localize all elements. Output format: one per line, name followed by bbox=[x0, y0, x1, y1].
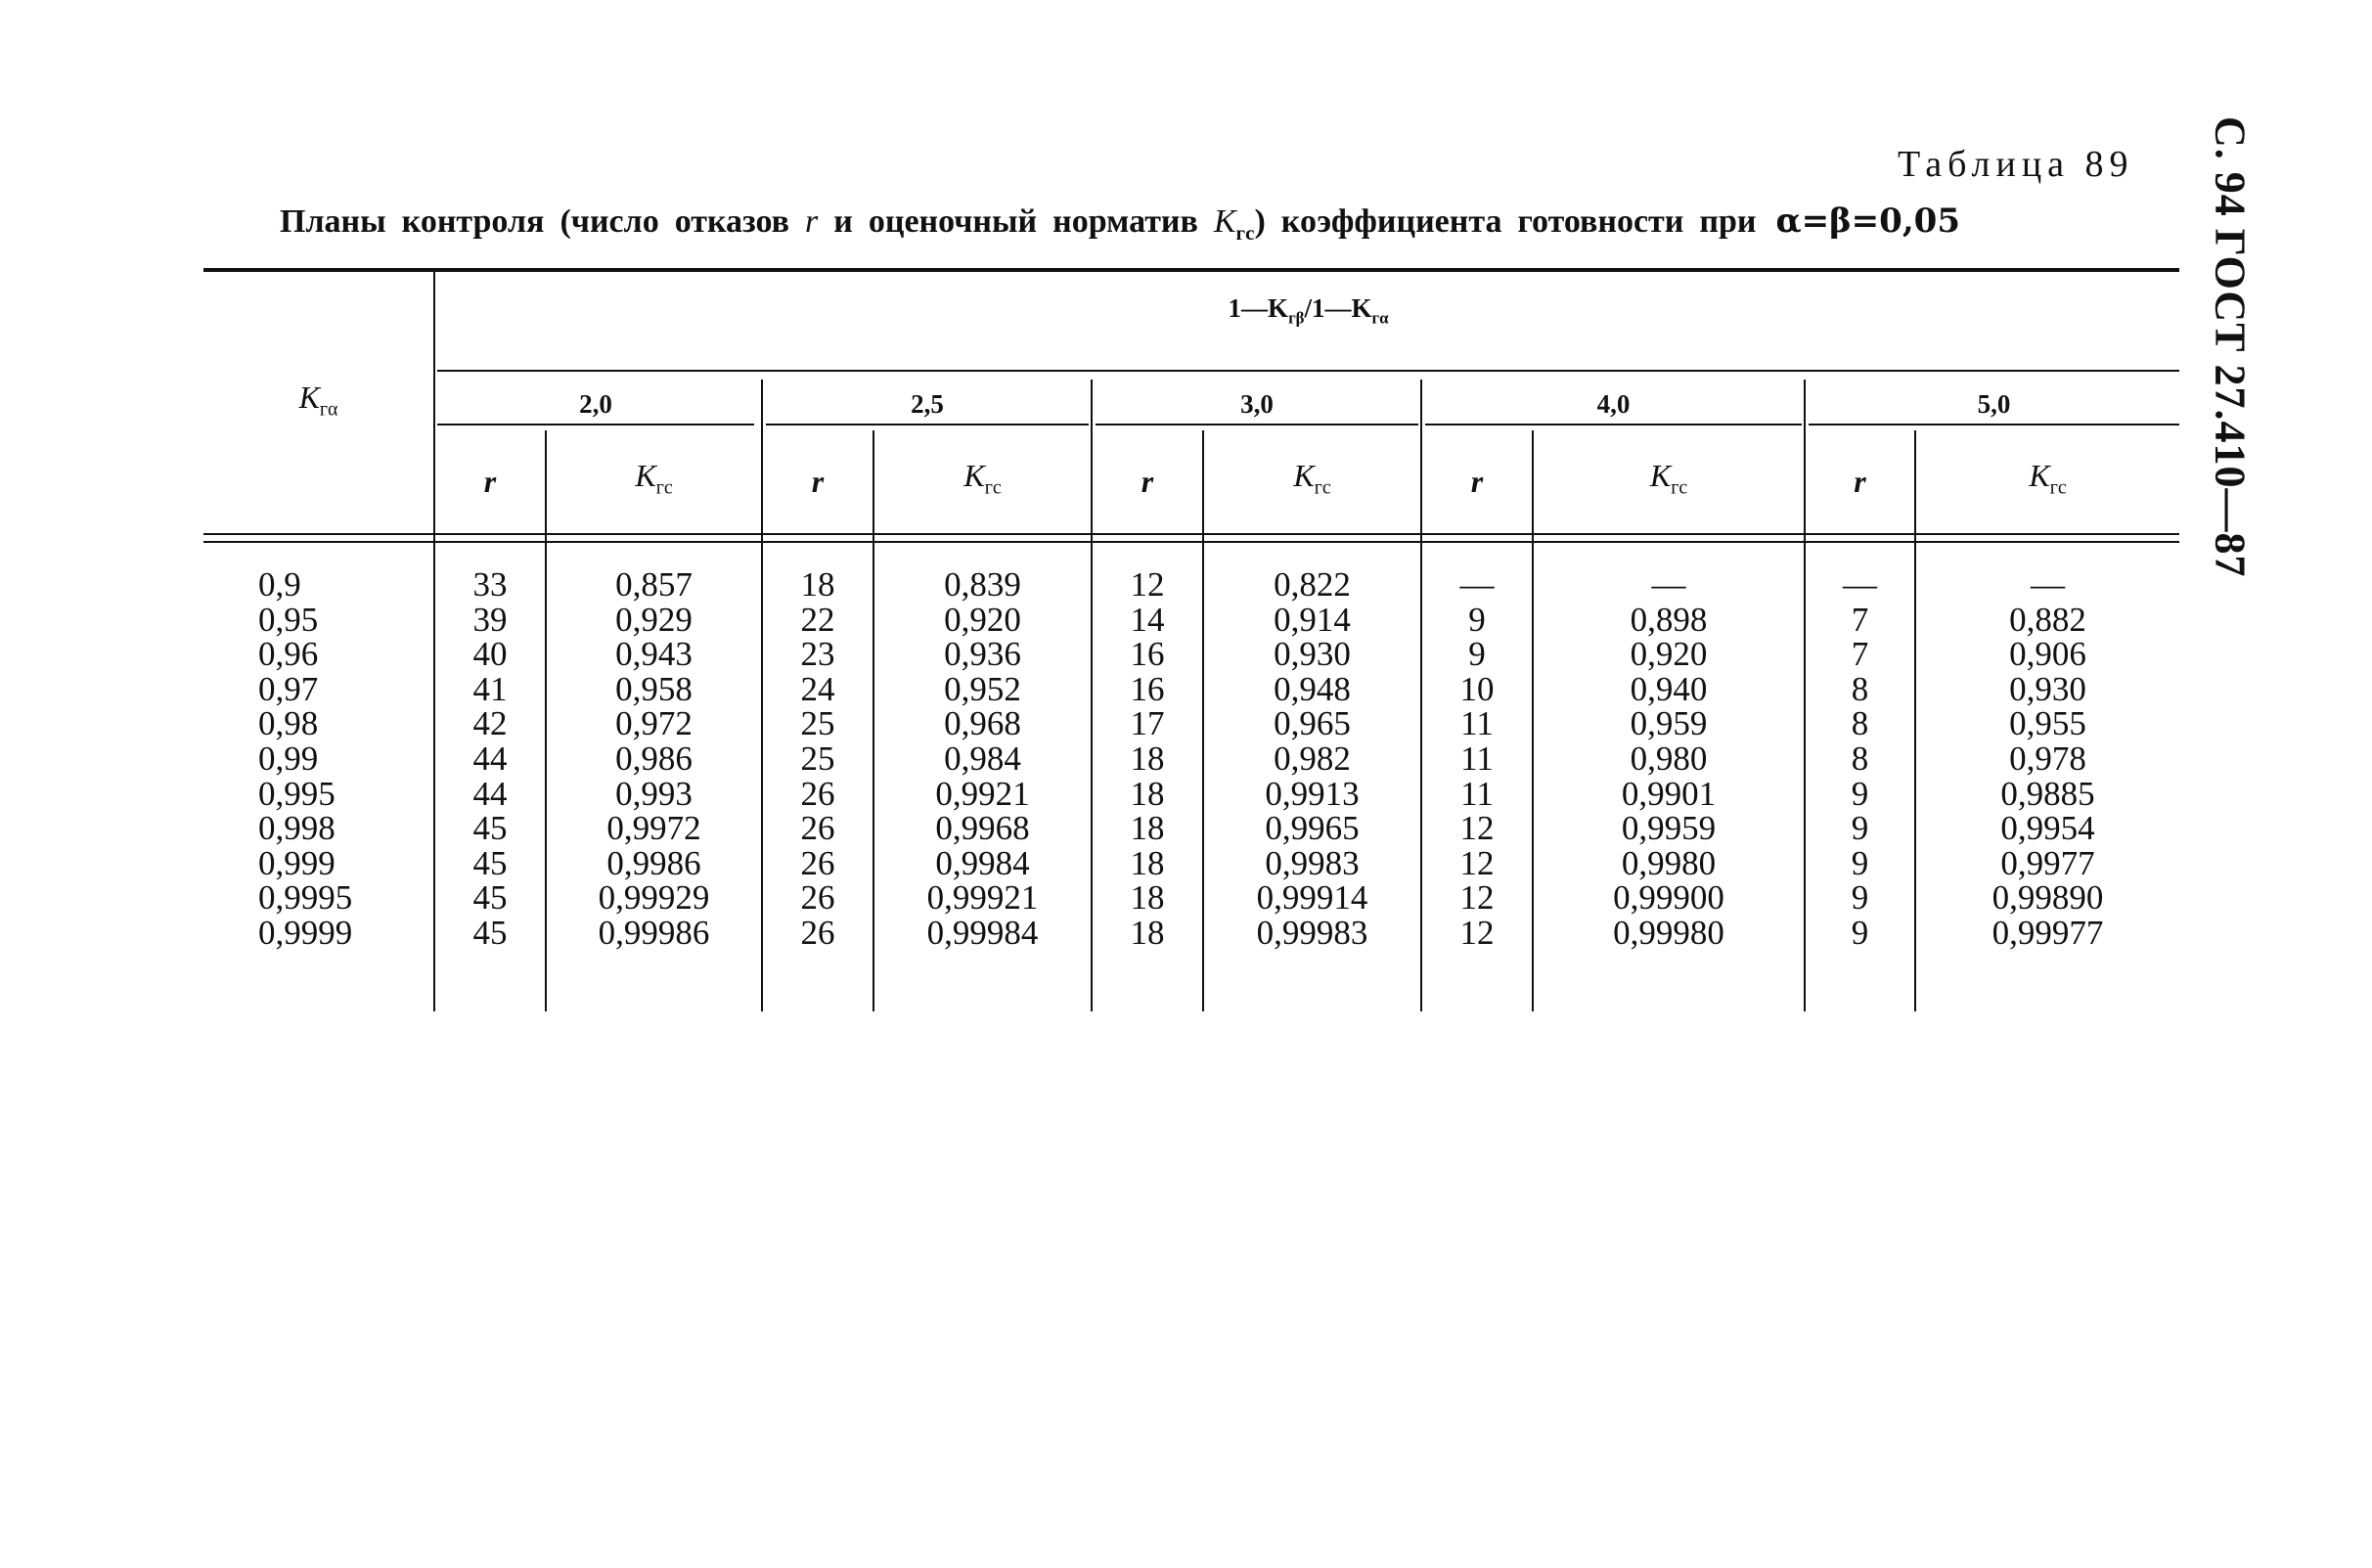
table-top-rule bbox=[203, 268, 2179, 272]
group-underline-2-5 bbox=[766, 424, 1089, 426]
r-cell: 9 bbox=[1851, 913, 1869, 952]
k-cell: 0,99890 bbox=[1992, 878, 2104, 918]
r-cell: 45 bbox=[472, 809, 508, 848]
k-cell: 0,99914 bbox=[1256, 878, 1368, 918]
r-cell: 14 bbox=[1130, 600, 1165, 639]
r-cell: 42 bbox=[472, 704, 508, 743]
subheader-r: r bbox=[1470, 464, 1484, 499]
k-cell: 0,965 bbox=[1274, 704, 1351, 743]
k-cell: 0,929 bbox=[615, 600, 693, 639]
r-cell: 26 bbox=[800, 809, 835, 848]
r-cell: 33 bbox=[472, 565, 508, 604]
r-cell: 7 bbox=[1851, 635, 1869, 674]
k-cell: 0,986 bbox=[615, 739, 693, 778]
k-cell: 0,9984 bbox=[935, 843, 1030, 882]
k-cell: 0,906 bbox=[2009, 635, 2086, 674]
k-cell: 0,982 bbox=[1274, 739, 1351, 778]
k-column-3-0 bbox=[1204, 567, 1420, 951]
subheader-r: r bbox=[1141, 464, 1154, 499]
k-alpha-cell: 0,98 bbox=[258, 704, 319, 743]
table-label: Таблица 89 bbox=[1898, 144, 2134, 185]
ratio-header: $1—K_{г\beta}/1—K_{г\alpha}$ bbox=[1228, 293, 1389, 328]
r-cell: 18 bbox=[1130, 739, 1165, 778]
k-alpha-cell: 0,96 bbox=[258, 635, 319, 674]
group-header-4-0: 4,0 bbox=[1596, 389, 1631, 419]
k-cell: 0,9885 bbox=[2000, 774, 2095, 813]
r-cell: 24 bbox=[800, 669, 835, 708]
subheader-k: $K_{гс}$ bbox=[1293, 458, 1331, 499]
r-cell: 26 bbox=[800, 843, 835, 882]
k-column-2-0 bbox=[547, 567, 761, 951]
r-cell: 8 bbox=[1851, 739, 1869, 778]
r-cell: 12 bbox=[1130, 565, 1165, 604]
k-cell: 0,980 bbox=[1630, 739, 1708, 778]
k-cell: 0,9972 bbox=[606, 809, 701, 848]
k-cell: 0,9986 bbox=[606, 843, 701, 882]
k-cell: 0,822 bbox=[1274, 565, 1351, 604]
k-cell: 0,959 bbox=[1630, 704, 1708, 743]
r-cell: 18 bbox=[1130, 774, 1165, 813]
k-alpha-cell: 0,998 bbox=[258, 809, 336, 848]
r-cell: 12 bbox=[1459, 843, 1495, 882]
group-header-5-0: 5,0 bbox=[1977, 389, 2011, 419]
k-alpha-cell: 0,995 bbox=[258, 774, 336, 813]
r-column-2-0 bbox=[435, 567, 545, 951]
subheader-r: r bbox=[1854, 464, 1866, 499]
r-cell: 18 bbox=[800, 565, 835, 604]
k-cell: 0,9983 bbox=[1265, 843, 1360, 882]
k-column-4-0 bbox=[1534, 567, 1804, 951]
r-cell: 12 bbox=[1459, 913, 1495, 952]
k-cell: 0,920 bbox=[944, 600, 1021, 639]
k-cell: 0,952 bbox=[944, 669, 1021, 708]
subheader-k: $K_{гс}$ bbox=[2029, 458, 2067, 499]
k-cell: 0,99929 bbox=[598, 878, 710, 918]
r-cell: 7 bbox=[1851, 600, 1869, 639]
k-cell: 0,9959 bbox=[1621, 809, 1717, 848]
k-cell: 0,9954 bbox=[2000, 809, 2095, 848]
k-cell: 0,9921 bbox=[935, 774, 1030, 813]
r-cell: 11 bbox=[1460, 704, 1494, 743]
k-cell: 0,9913 bbox=[1265, 774, 1360, 813]
r-cell: 40 bbox=[472, 635, 508, 674]
r-cell: 45 bbox=[472, 878, 508, 918]
k-alpha-cell: 0,99 bbox=[258, 739, 319, 778]
subheader-r: r bbox=[811, 464, 825, 499]
r-cell: 9 bbox=[1851, 878, 1869, 918]
r-cell: 16 bbox=[1130, 669, 1165, 708]
r-cell: 16 bbox=[1130, 635, 1165, 674]
k-cell: 0,972 bbox=[615, 704, 693, 743]
k-cell: 0,99900 bbox=[1613, 878, 1724, 918]
header-double-rule-bottom bbox=[203, 541, 2179, 543]
r-cell: 18 bbox=[1130, 878, 1165, 918]
k-cell: 0,857 bbox=[615, 565, 693, 604]
k-alpha-cell: 0,9 bbox=[258, 565, 301, 604]
k-cell: 0,9965 bbox=[1265, 809, 1360, 848]
k-cell: 0,99980 bbox=[1613, 913, 1724, 952]
r-cell: 22 bbox=[800, 600, 835, 639]
k-cell: 0,99986 bbox=[598, 913, 710, 952]
r-cell: 41 bbox=[472, 669, 508, 708]
r-cell: 18 bbox=[1130, 809, 1165, 848]
k-cell: 0,99984 bbox=[926, 913, 1039, 952]
k-cell: 0,9968 bbox=[935, 809, 1030, 848]
r-cell: — bbox=[1459, 565, 1495, 604]
group-underline-2-0 bbox=[437, 424, 754, 426]
r-cell: 8 bbox=[1851, 704, 1869, 743]
r-cell: 25 bbox=[800, 704, 835, 743]
k-cell: 0,99983 bbox=[1256, 913, 1368, 952]
k-alpha-cell: 0,97 bbox=[258, 669, 319, 708]
r-column-5-0 bbox=[1806, 567, 1914, 951]
k-cell: 0,882 bbox=[2009, 600, 2086, 639]
k-cell: 0,99977 bbox=[1992, 913, 2104, 952]
group-underline-3-0 bbox=[1096, 424, 1418, 426]
k-alpha-cell: 0,9999 bbox=[258, 913, 353, 952]
group-header-2-0: 2,0 bbox=[579, 389, 612, 419]
r-cell: 12 bbox=[1459, 878, 1495, 918]
r-cell: 45 bbox=[472, 913, 508, 952]
r-cell: 12 bbox=[1459, 809, 1495, 848]
group-underline-5-0 bbox=[1809, 424, 2179, 426]
r-cell: 26 bbox=[800, 878, 835, 918]
group-underline-4-0 bbox=[1425, 424, 1802, 426]
k-cell: 0,898 bbox=[1630, 600, 1708, 639]
r-cell: 44 bbox=[472, 739, 508, 778]
r-cell: 9 bbox=[1468, 635, 1486, 674]
k-cell: 0,914 bbox=[1274, 600, 1351, 639]
r-cell: 45 bbox=[472, 843, 508, 882]
k-cell: 0,9977 bbox=[2000, 843, 2095, 882]
k-cell: 0,955 bbox=[2009, 704, 2086, 743]
k-cell: — bbox=[2031, 565, 2065, 604]
k-column-2-5 bbox=[874, 567, 1091, 951]
k-column-5-0 bbox=[1916, 567, 2179, 951]
k-cell: 0,943 bbox=[615, 635, 693, 674]
k-cell: — bbox=[1651, 565, 1686, 604]
r-cell: 9 bbox=[1851, 843, 1869, 882]
r-column-2-5 bbox=[763, 567, 873, 951]
r-cell: 11 bbox=[1460, 774, 1494, 813]
r-column-4-0 bbox=[1422, 567, 1532, 951]
k-cell: 0,968 bbox=[944, 704, 1021, 743]
k-alpha-cell: 0,999 bbox=[258, 843, 336, 882]
k-cell: 0,958 bbox=[615, 669, 693, 708]
k-cell: 0,978 bbox=[2009, 739, 2086, 778]
r-cell: 39 bbox=[472, 600, 508, 639]
k-alpha-cell: 0,95 bbox=[258, 600, 319, 639]
group-header-2-5: 2,5 bbox=[911, 389, 944, 419]
r-cell: 44 bbox=[472, 774, 508, 813]
header-ratio-rule bbox=[437, 370, 2179, 372]
k-cell: 0,930 bbox=[2009, 669, 2086, 708]
r-cell: 11 bbox=[1460, 739, 1494, 778]
header-double-rule-top bbox=[203, 533, 2179, 535]
k-alpha-cell: 0,9995 bbox=[258, 878, 353, 918]
r-cell: 25 bbox=[800, 739, 835, 778]
k-cell: 0,936 bbox=[944, 635, 1021, 674]
subheader-k: $K_{гс}$ bbox=[963, 458, 1002, 499]
k-cell: 0,9980 bbox=[1621, 843, 1717, 882]
r-cell: 18 bbox=[1130, 843, 1165, 882]
k-cell: 0,948 bbox=[1274, 669, 1351, 708]
r-cell: 23 bbox=[800, 635, 835, 674]
table-caption: Планы контроля (число отказов r и оценочный норматив $K_{гс}$) коэффициента готовности при α=β=0,05 bbox=[280, 202, 1960, 245]
subheader-k: $K_{гс}$ bbox=[1649, 458, 1688, 499]
k-alpha-column bbox=[258, 567, 425, 951]
subheader-k: $K_{гс}$ bbox=[635, 458, 673, 499]
r-cell: 9 bbox=[1468, 600, 1486, 639]
k-cell: 0,920 bbox=[1630, 635, 1708, 674]
r-cell: 10 bbox=[1459, 669, 1495, 708]
k-cell: 0,99921 bbox=[926, 878, 1039, 918]
page-side-label: С. 94 ГОСТ 27.410—87 bbox=[2206, 116, 2255, 578]
r-cell: 26 bbox=[800, 774, 835, 813]
r-column-3-0 bbox=[1093, 567, 1202, 951]
row-header-k-alpha: $K_{г\alpha}$ bbox=[298, 380, 338, 421]
subheader-r: r bbox=[483, 464, 497, 499]
k-cell: 0,984 bbox=[944, 739, 1021, 778]
k-cell: 0,993 bbox=[615, 774, 693, 813]
r-cell: 17 bbox=[1130, 704, 1165, 743]
r-cell: 9 bbox=[1851, 809, 1869, 848]
r-cell: 9 bbox=[1851, 774, 1869, 813]
r-cell: — bbox=[1843, 565, 1877, 604]
r-cell: 26 bbox=[800, 913, 835, 952]
k-cell: 0,930 bbox=[1274, 635, 1351, 674]
k-cell: 0,9901 bbox=[1621, 774, 1717, 813]
group-header-3-0: 3,0 bbox=[1240, 389, 1274, 419]
k-cell: 0,940 bbox=[1630, 669, 1708, 708]
r-cell: 8 bbox=[1851, 669, 1869, 708]
k-cell: 0,839 bbox=[944, 565, 1021, 604]
r-cell: 18 bbox=[1130, 913, 1165, 952]
